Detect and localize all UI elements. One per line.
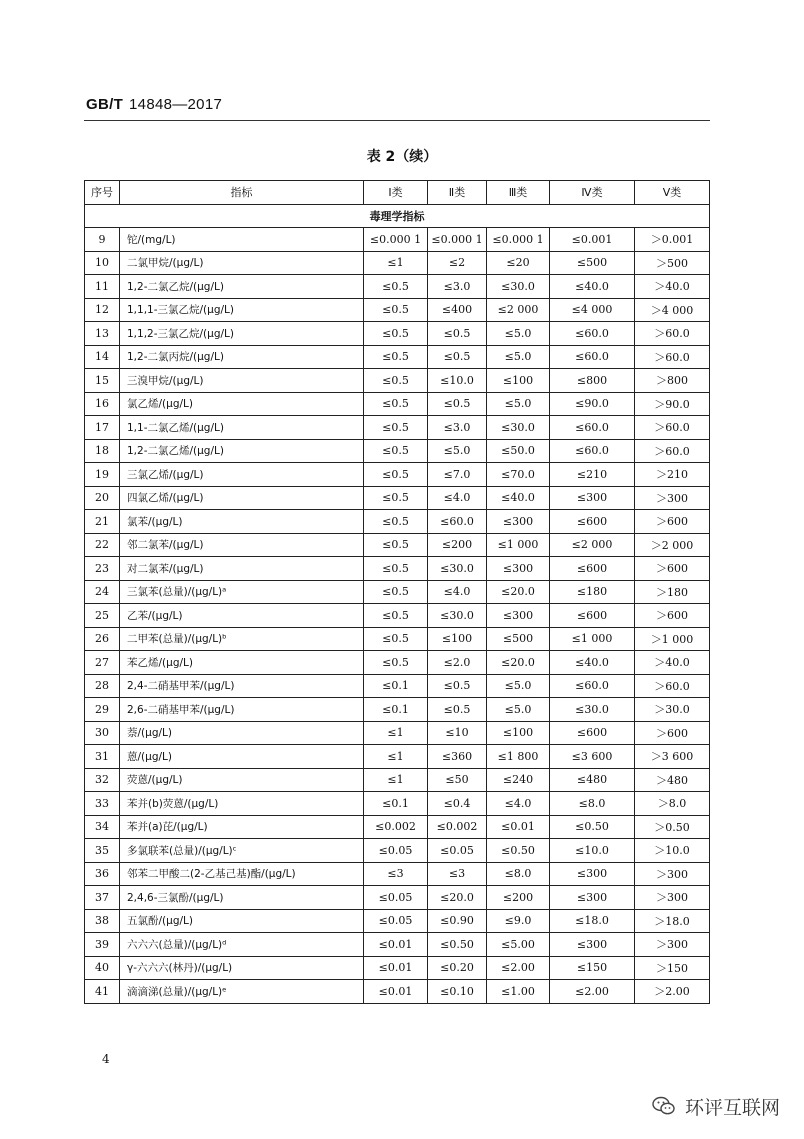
class-2-value: ≤360 — [428, 745, 487, 769]
table-row — [85, 369, 710, 393]
class-3-value: ≤0.01 — [487, 815, 550, 839]
class-4-value: ≤8.0 — [550, 792, 635, 816]
class-5-value: ＞600 — [635, 604, 710, 628]
row-index: 11 — [85, 275, 120, 299]
class-5-value: ＞600 — [635, 510, 710, 534]
header-rule — [84, 120, 710, 121]
table-row — [85, 298, 710, 322]
class-2-value: ≤0.5 — [428, 392, 487, 416]
standard-header — [86, 96, 222, 113]
class-5-value: ＞60.0 — [635, 439, 710, 463]
class-5-value: ＞3 600 — [635, 745, 710, 769]
indicator-name: 1,2-二氯乙烷/(μg/L) — [120, 275, 364, 299]
class-2-value: ≤200 — [428, 533, 487, 557]
class-3-value: ≤1.00 — [487, 980, 550, 1004]
column-header-index: 序号 — [85, 181, 120, 205]
class-1-value: ≤1 — [364, 251, 428, 275]
table-row — [85, 416, 710, 440]
class-1-value: ≤0.5 — [364, 580, 428, 604]
table-row — [85, 345, 710, 369]
indicator-name: γ-六六六(林丹)/(μg/L) — [120, 956, 364, 980]
class-2-value: ≤0.4 — [428, 792, 487, 816]
class-4-value: ≤40.0 — [550, 275, 635, 299]
class-2-value: ≤2.0 — [428, 651, 487, 675]
class-3-value: ≤0.000 1 — [487, 228, 550, 252]
class-2-value: ≤5.0 — [428, 439, 487, 463]
class-2-value: ≤0.000 1 — [428, 228, 487, 252]
class-1-value: ≤3 — [364, 862, 428, 886]
indicator-name: 滴滴涕(总量)/(μg/L)ᵉ — [120, 980, 364, 1004]
row-index: 12 — [85, 298, 120, 322]
row-index: 28 — [85, 674, 120, 698]
table-row — [85, 463, 710, 487]
indicator-name: 2,4-二硝基甲苯/(μg/L) — [120, 674, 364, 698]
page-number: 4 — [102, 1052, 110, 1066]
class-4-value: ≤210 — [550, 463, 635, 487]
class-2-value: ≤20.0 — [428, 886, 487, 910]
indicator-name: 对二氯苯/(μg/L) — [120, 557, 364, 581]
class-3-value: ≤5.0 — [487, 392, 550, 416]
class-1-value: ≤0.05 — [364, 886, 428, 910]
table-row — [85, 392, 710, 416]
class-5-value: ＞1 000 — [635, 627, 710, 651]
class-1-value: ≤0.01 — [364, 956, 428, 980]
class-4-value: ≤40.0 — [550, 651, 635, 675]
class-3-value: ≤0.50 — [487, 839, 550, 863]
class-4-value: ≤4 000 — [550, 298, 635, 322]
class-4-value: ≤480 — [550, 768, 635, 792]
class-2-value: ≤4.0 — [428, 486, 487, 510]
class-4-value: ≤2 000 — [550, 533, 635, 557]
class-3-value: ≤300 — [487, 510, 550, 534]
class-5-value: ＞60.0 — [635, 416, 710, 440]
table-row — [85, 980, 710, 1004]
class-2-value: ≤3.0 — [428, 275, 487, 299]
table-row — [85, 604, 710, 628]
standard-number: 14848—2017 — [129, 96, 223, 113]
indicator-name: 五氯酚/(μg/L) — [120, 909, 364, 933]
class-3-value: ≤5.0 — [487, 322, 550, 346]
class-3-value: ≤100 — [487, 369, 550, 393]
indicator-name: 四氯乙烯/(μg/L) — [120, 486, 364, 510]
class-1-value: ≤0.5 — [364, 510, 428, 534]
class-3-value: ≤240 — [487, 768, 550, 792]
indicator-name: 2,6-二硝基甲苯/(μg/L) — [120, 698, 364, 722]
row-index: 21 — [85, 510, 120, 534]
indicator-name: 2,4,6-三氯酚/(μg/L) — [120, 886, 364, 910]
class-3-value: ≤5.00 — [487, 933, 550, 957]
class-5-value: ＞300 — [635, 933, 710, 957]
row-index: 16 — [85, 392, 120, 416]
class-5-value: ＞4 000 — [635, 298, 710, 322]
indicator-name: 氯乙烯/(μg/L) — [120, 392, 364, 416]
class-4-value: ≤180 — [550, 580, 635, 604]
class-5-value: ＞10.0 — [635, 839, 710, 863]
class-3-value: ≤5.0 — [487, 674, 550, 698]
class-4-value: ≤500 — [550, 251, 635, 275]
class-2-value: ≤30.0 — [428, 604, 487, 628]
class-2-value: ≤0.5 — [428, 322, 487, 346]
class-2-value: ≤10.0 — [428, 369, 487, 393]
table-row — [85, 510, 710, 534]
class-1-value: ≤0.1 — [364, 674, 428, 698]
row-index: 41 — [85, 980, 120, 1004]
row-index: 27 — [85, 651, 120, 675]
class-2-value: ≤0.002 — [428, 815, 487, 839]
class-1-value: ≤1 — [364, 768, 428, 792]
indicator-name: 二甲苯(总量)/(μg/L)ᵇ — [120, 627, 364, 651]
class-3-value: ≤300 — [487, 557, 550, 581]
indicator-name: 1,2-二氯丙烷/(μg/L) — [120, 345, 364, 369]
class-2-value: ≤0.5 — [428, 345, 487, 369]
table-row — [85, 580, 710, 604]
class-4-value: ≤150 — [550, 956, 635, 980]
class-4-value: ≤60.0 — [550, 345, 635, 369]
class-5-value: ＞600 — [635, 721, 710, 745]
class-4-value: ≤1 000 — [550, 627, 635, 651]
row-index: 30 — [85, 721, 120, 745]
row-index: 15 — [85, 369, 120, 393]
class-2-value: ≤0.05 — [428, 839, 487, 863]
class-1-value: ≤0.5 — [364, 604, 428, 628]
class-1-value: ≤0.5 — [364, 651, 428, 675]
class-4-value: ≤60.0 — [550, 416, 635, 440]
class-2-value: ≤7.0 — [428, 463, 487, 487]
indicator-name: 乙苯/(μg/L) — [120, 604, 364, 628]
table-header-row — [85, 181, 710, 205]
class-4-value: ≤300 — [550, 486, 635, 510]
indicator-name: 三氯乙烯/(μg/L) — [120, 463, 364, 487]
class-1-value: ≤0.5 — [364, 439, 428, 463]
class-5-value: ＞480 — [635, 768, 710, 792]
class-4-value: ≤600 — [550, 510, 635, 534]
row-index: 25 — [85, 604, 120, 628]
table-row — [85, 745, 710, 769]
class-1-value: ≤0.002 — [364, 815, 428, 839]
class-5-value: ＞8.0 — [635, 792, 710, 816]
class-4-value: ≤600 — [550, 557, 635, 581]
row-index: 14 — [85, 345, 120, 369]
indicator-name: 三氯苯(总量)/(μg/L)ᵃ — [120, 580, 364, 604]
watermark-text: 环评互联网 — [684, 1096, 780, 1119]
group-row — [85, 204, 710, 228]
table-row — [85, 651, 710, 675]
table-row — [85, 533, 710, 557]
class-3-value: ≤9.0 — [487, 909, 550, 933]
row-index: 34 — [85, 815, 120, 839]
indicator-name: 二氯甲烷/(μg/L) — [120, 251, 364, 275]
indicator-name: 苯乙烯/(μg/L) — [120, 651, 364, 675]
table-row — [85, 909, 710, 933]
class-3-value: ≤40.0 — [487, 486, 550, 510]
indicator-name: 1,1,1-三氯乙烷/(μg/L) — [120, 298, 364, 322]
class-1-value: ≤0.5 — [364, 557, 428, 581]
group-label: 毒理学指标 — [85, 204, 710, 228]
class-5-value: ＞60.0 — [635, 345, 710, 369]
class-4-value: ≤30.0 — [550, 698, 635, 722]
table-row — [85, 228, 710, 252]
class-4-value: ≤10.0 — [550, 839, 635, 863]
class-5-value: ＞60.0 — [635, 674, 710, 698]
table-row — [85, 275, 710, 299]
table-row — [85, 815, 710, 839]
class-5-value: ＞18.0 — [635, 909, 710, 933]
class-4-value: ≤0.50 — [550, 815, 635, 839]
class-5-value: ＞800 — [635, 369, 710, 393]
class-1-value: ≤0.5 — [364, 275, 428, 299]
column-header-class-3: Ⅲ类 — [487, 181, 550, 205]
class-3-value: ≤30.0 — [487, 416, 550, 440]
class-2-value: ≤4.0 — [428, 580, 487, 604]
class-5-value: ＞150 — [635, 956, 710, 980]
class-1-value: ≤0.01 — [364, 980, 428, 1004]
indicator-name: 六六六(总量)/(μg/L)ᵈ — [120, 933, 364, 957]
class-1-value: ≤0.5 — [364, 345, 428, 369]
row-index: 37 — [85, 886, 120, 910]
class-1-value: ≤0.5 — [364, 627, 428, 651]
class-3-value: ≤8.0 — [487, 862, 550, 886]
class-4-value: ≤60.0 — [550, 439, 635, 463]
indicator-name: 邻二氯苯/(μg/L) — [120, 533, 364, 557]
class-4-value: ≤600 — [550, 604, 635, 628]
row-index: 18 — [85, 439, 120, 463]
table-row — [85, 439, 710, 463]
class-4-value: ≤2.00 — [550, 980, 635, 1004]
class-3-value: ≤1 000 — [487, 533, 550, 557]
table-row — [85, 674, 710, 698]
class-2-value: ≤10 — [428, 721, 487, 745]
class-3-value: ≤2 000 — [487, 298, 550, 322]
column-header-class-4: Ⅳ类 — [550, 181, 635, 205]
class-5-value: ＞2.00 — [635, 980, 710, 1004]
class-3-value: ≤300 — [487, 604, 550, 628]
class-3-value: ≤5.0 — [487, 345, 550, 369]
table-row — [85, 486, 710, 510]
class-5-value: ＞40.0 — [635, 651, 710, 675]
table-row — [85, 557, 710, 581]
class-5-value: ＞210 — [635, 463, 710, 487]
row-index: 17 — [85, 416, 120, 440]
class-5-value: ＞180 — [635, 580, 710, 604]
table-row — [85, 886, 710, 910]
class-4-value: ≤0.001 — [550, 228, 635, 252]
class-4-value: ≤60.0 — [550, 674, 635, 698]
class-1-value: ≤0.1 — [364, 792, 428, 816]
class-3-value: ≤20.0 — [487, 580, 550, 604]
class-4-value: ≤3 600 — [550, 745, 635, 769]
table-row — [85, 251, 710, 275]
row-index: 9 — [85, 228, 120, 252]
indicator-name: 铊/(mg/L) — [120, 228, 364, 252]
class-5-value: ＞30.0 — [635, 698, 710, 722]
indicator-name: 多氯联苯(总量)/(μg/L)ᶜ — [120, 839, 364, 863]
row-index: 23 — [85, 557, 120, 581]
row-index: 10 — [85, 251, 120, 275]
table-row — [85, 721, 710, 745]
row-index: 31 — [85, 745, 120, 769]
class-2-value: ≤50 — [428, 768, 487, 792]
class-5-value: ＞40.0 — [635, 275, 710, 299]
class-3-value: ≤20 — [487, 251, 550, 275]
table-row — [85, 322, 710, 346]
class-5-value: ＞300 — [635, 886, 710, 910]
class-2-value: ≤0.50 — [428, 933, 487, 957]
column-header-class-2: Ⅱ类 — [428, 181, 487, 205]
class-2-value: ≤0.5 — [428, 674, 487, 698]
class-3-value: ≤500 — [487, 627, 550, 651]
indicator-name: 苯并(b)荧蒽/(μg/L) — [120, 792, 364, 816]
row-index: 36 — [85, 862, 120, 886]
class-4-value: ≤18.0 — [550, 909, 635, 933]
indicator-name: 1,2-二氯乙烯/(μg/L) — [120, 439, 364, 463]
class-2-value: ≤0.20 — [428, 956, 487, 980]
class-2-value: ≤0.10 — [428, 980, 487, 1004]
class-1-value: ≤0.5 — [364, 369, 428, 393]
class-1-value: ≤0.5 — [364, 463, 428, 487]
indicator-name: 1,1-二氯乙烯/(μg/L) — [120, 416, 364, 440]
class-1-value: ≤0.01 — [364, 933, 428, 957]
row-index: 32 — [85, 768, 120, 792]
class-1-value: ≤0.5 — [364, 486, 428, 510]
table-row — [85, 768, 710, 792]
row-index: 22 — [85, 533, 120, 557]
indicator-name: 萘/(μg/L) — [120, 721, 364, 745]
class-1-value: ≤1 — [364, 745, 428, 769]
row-index: 40 — [85, 956, 120, 980]
class-2-value: ≤60.0 — [428, 510, 487, 534]
watermark — [651, 1088, 780, 1124]
class-1-value: ≤0.5 — [364, 298, 428, 322]
column-header-class-5: Ⅴ类 — [635, 181, 710, 205]
row-index: 20 — [85, 486, 120, 510]
class-4-value: ≤800 — [550, 369, 635, 393]
class-1-value: ≤0.000 1 — [364, 228, 428, 252]
class-3-value: ≤50.0 — [487, 439, 550, 463]
table-row — [85, 862, 710, 886]
row-index: 39 — [85, 933, 120, 957]
class-2-value: ≤3 — [428, 862, 487, 886]
class-4-value: ≤300 — [550, 886, 635, 910]
table-row — [85, 933, 710, 957]
class-2-value: ≤0.90 — [428, 909, 487, 933]
class-5-value: ＞60.0 — [635, 322, 710, 346]
class-5-value: ＞300 — [635, 486, 710, 510]
table-title: 表 2（续） — [366, 149, 438, 165]
class-4-value: ≤600 — [550, 721, 635, 745]
indicator-name: 蒽/(μg/L) — [120, 745, 364, 769]
class-3-value: ≤200 — [487, 886, 550, 910]
indicator-name: 邻苯二甲酸二(2-乙基己基)酯/(μg/L) — [120, 862, 364, 886]
class-5-value: ＞600 — [635, 557, 710, 581]
class-2-value: ≤30.0 — [428, 557, 487, 581]
class-1-value: ≤0.05 — [364, 909, 428, 933]
standard-code: GB/T — [86, 96, 124, 113]
column-header-class-1: Ⅰ类 — [364, 181, 428, 205]
class-3-value: ≤1 800 — [487, 745, 550, 769]
indicator-table — [84, 180, 710, 1004]
class-3-value: ≤2.00 — [487, 956, 550, 980]
class-2-value: ≤0.5 — [428, 698, 487, 722]
row-index: 13 — [85, 322, 120, 346]
row-index: 26 — [85, 627, 120, 651]
class-2-value: ≤3.0 — [428, 416, 487, 440]
class-4-value: ≤60.0 — [550, 322, 635, 346]
indicator-name: 荧蒽/(μg/L) — [120, 768, 364, 792]
indicator-name: 1,1,2-三氯乙烷/(μg/L) — [120, 322, 364, 346]
row-index: 33 — [85, 792, 120, 816]
class-5-value: ＞300 — [635, 862, 710, 886]
wechat-icon — [651, 1093, 677, 1119]
class-4-value: ≤300 — [550, 862, 635, 886]
row-index: 24 — [85, 580, 120, 604]
class-3-value: ≤30.0 — [487, 275, 550, 299]
indicator-name: 三溴甲烷/(μg/L) — [120, 369, 364, 393]
class-3-value: ≤70.0 — [487, 463, 550, 487]
class-3-value: ≤5.0 — [487, 698, 550, 722]
class-1-value: ≤0.5 — [364, 416, 428, 440]
class-1-value: ≤0.1 — [364, 698, 428, 722]
class-1-value: ≤0.5 — [364, 392, 428, 416]
table-row — [85, 627, 710, 651]
class-4-value: ≤300 — [550, 933, 635, 957]
table-row — [85, 839, 710, 863]
class-2-value: ≤100 — [428, 627, 487, 651]
table-row — [85, 698, 710, 722]
row-index: 38 — [85, 909, 120, 933]
class-1-value: ≤0.05 — [364, 839, 428, 863]
class-3-value: ≤100 — [487, 721, 550, 745]
class-5-value: ＞0.50 — [635, 815, 710, 839]
class-2-value: ≤400 — [428, 298, 487, 322]
class-3-value: ≤20.0 — [487, 651, 550, 675]
class-5-value: ＞500 — [635, 251, 710, 275]
indicator-name: 苯并(a)芘/(μg/L) — [120, 815, 364, 839]
class-3-value: ≤4.0 — [487, 792, 550, 816]
class-5-value: ＞0.001 — [635, 228, 710, 252]
table-row — [85, 792, 710, 816]
row-index: 19 — [85, 463, 120, 487]
table-row — [85, 956, 710, 980]
class-1-value: ≤0.5 — [364, 322, 428, 346]
class-1-value: ≤1 — [364, 721, 428, 745]
row-index: 35 — [85, 839, 120, 863]
indicator-name: 氯苯/(μg/L) — [120, 510, 364, 534]
class-5-value: ＞2 000 — [635, 533, 710, 557]
column-header-indicator: 指标 — [120, 181, 364, 205]
class-2-value: ≤2 — [428, 251, 487, 275]
class-5-value: ＞90.0 — [635, 392, 710, 416]
row-index: 29 — [85, 698, 120, 722]
class-4-value: ≤90.0 — [550, 392, 635, 416]
class-1-value: ≤0.5 — [364, 533, 428, 557]
